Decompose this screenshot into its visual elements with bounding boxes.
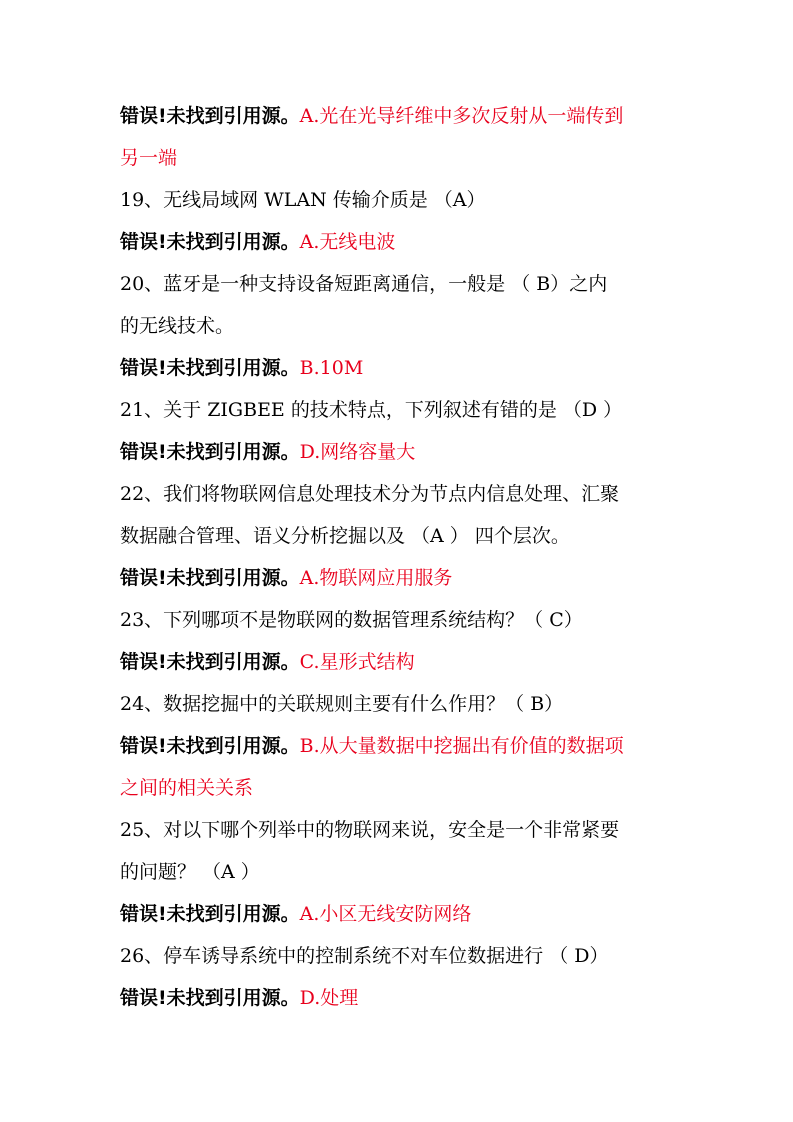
question-19: 19、无线局域网 WLAN 传输介质是 （A） [120,189,486,211]
answer-text: A.无线电波 [299,231,396,253]
question-23: 23、下列哪项不是物联网的数据管理系统结构？（ C） [120,609,583,631]
answer-line [120,104,680,128]
answer-text: D.处理 [299,987,359,1009]
error-label: 错误!未找到引用源。 [120,357,300,379]
error-label: 错误!未找到引用源。 [120,903,300,925]
answer-text: B.10M [299,357,364,379]
answer-line [120,986,680,1010]
question-25: 25、对以下哪个列举中的物联网来说，安全是一个非常紧要 [120,819,620,841]
question-25-continued: 的问题？ （A ） [120,861,260,883]
answer-line [120,356,680,380]
answer-text-continued: 另一端 [120,147,178,169]
error-label: 错误!未找到引用源。 [120,105,300,127]
question-21: 21、关于 ZIGBEE 的技术特点，下列叙述有错的是 （D ） [120,399,623,421]
answer-text: A.物联网应用服务 [299,567,453,589]
answer-line [120,230,680,254]
error-label: 错误!未找到引用源。 [120,567,300,589]
answer-line [120,650,680,674]
error-label: 错误!未找到引用源。 [120,231,300,253]
question-20-continued: 的无线技术。 [120,315,235,337]
question-22-continued: 数据融合管理、语义分析挖掘以及 （A ） 四个层次。 [120,525,570,547]
error-label: 错误!未找到引用源。 [120,441,300,463]
question-24: 24、数据挖掘中的关联规则主要有什么作用？（ B） [120,693,564,715]
answer-text: A.小区无线安防网络 [299,903,472,925]
answer-line [120,902,680,926]
error-label: 错误!未找到引用源。 [120,651,300,673]
answer-text: C.星形式结构 [299,651,415,673]
question-20: 20、蓝牙是一种支持设备短距离通信，一般是 （ B）之内 [120,273,608,295]
question-22: 22、我们将物联网信息处理技术分为节点内信息处理、汇聚 [120,483,620,505]
answer-text: A.光在光导纤维中多次反射从一端传到 [299,105,624,127]
error-label: 错误!未找到引用源。 [120,735,300,757]
question-26: 26、停车诱导系统中的控制系统不对车位数据进行 （ D） [120,945,609,967]
answer-line [120,734,680,758]
answer-line [120,440,680,464]
answer-text-continued: 之间的相关关系 [120,777,254,799]
answer-line [120,566,680,590]
answer-text: D.网络容量大 [299,441,416,463]
error-label: 错误!未找到引用源。 [120,987,300,1009]
answer-text: B.从大量数据中挖掘出有价值的数据项 [299,735,624,757]
